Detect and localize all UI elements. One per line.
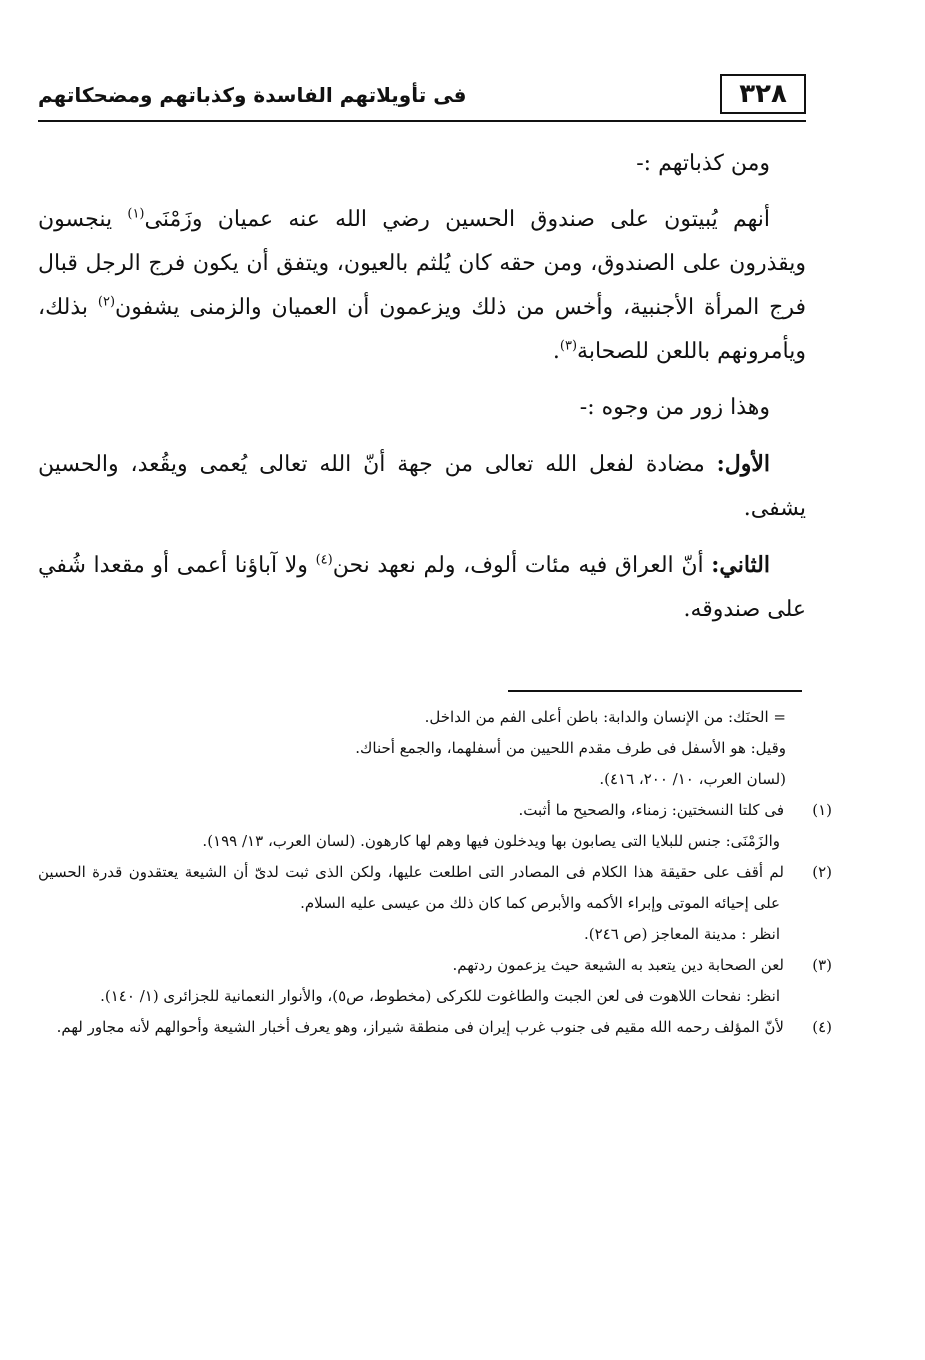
footnote-3 xyxy=(38,950,832,981)
footnote-1-text: فى كلتا النسختين: زمناء، والصحيح ما أثبت. xyxy=(518,801,784,819)
footnote-divider xyxy=(508,690,802,692)
footnote-continuation-line: وقيل: هو الأسفل فى طرف مقدم اللحيين من أسفلهما، والجمع أحناك. xyxy=(355,739,786,757)
paragraph-refutation-intro: وهذا زور من وجوه :- xyxy=(579,395,770,420)
second-point-text-a: أنّ العراق فيه مئات ألوف، ولم نعهد نحن xyxy=(332,553,712,578)
footnote-ref-1[interactable]: (١) xyxy=(127,206,145,222)
footnote-2-reference: انظر : مدينة المعاجز (ص ٢٤٦). xyxy=(583,925,780,943)
footnote-2-text: لم أقف على حقيقة هذا الكلام فى المصادر التى اطلعت عليها، ولكن الذى ثبت لدىّ أن الشيعة يعتقدون قدرة الحسين على إحيائه الموتى وإبراء الأكمه والأبرص كما كان ذلك من عيسى عليه السلام. xyxy=(38,863,784,912)
footnote-2-number: (٢) xyxy=(812,863,832,881)
first-point-label: الأول: xyxy=(716,451,770,477)
second-point-text-b: ولا آباؤنا أعمى أو مقعدا شُفي على صندوقه. xyxy=(38,553,806,622)
footnote-4-number: (٤) xyxy=(812,1018,832,1036)
paragraph-intro: ومن كذباتهم :- xyxy=(636,151,770,176)
claim-text-b: ينجسون ويقذرون على الصندوق، ومن حقه كان يُلثم بالعيون، ويتفق أن يكون فرج الرجل قبال فرج المرأة الأجنبية، وأخس من ذلك ويزعمون أن العميان والزمنى يشفون xyxy=(38,207,806,320)
paragraph-first-point xyxy=(38,442,806,531)
first-point-text: مضادة لفعل الله تعالى من جهة أنّ الله تعالى يُعمى ويقُعد، والحسين يشفى. xyxy=(38,452,806,521)
footnote-4 xyxy=(38,1012,832,1043)
footnote-1-detail: والزَمْنَى: جنس للبلايا التى يصابون بها ويدخلون فيها وهم لها كارهون. (لسان العرب، ١٣/ ١٩٩). xyxy=(202,832,780,850)
footnote-ref-4[interactable]: (٤) xyxy=(315,552,333,568)
claim-text-c: بذلك، ويأمرونهم باللعن للصحابة xyxy=(38,295,806,364)
footnote-ref-2[interactable]: (٢) xyxy=(97,294,116,310)
page-header xyxy=(38,72,806,122)
footnote-3-text: لعن الصحابة دين يتعبد به الشيعة حيث يزعمون ردتهم. xyxy=(452,956,784,974)
paragraph-claim xyxy=(38,198,806,374)
claim-text-a: أنهم يُبيتون على صندوق الحسين رضي الله عنه عميان وزَمْنَى xyxy=(144,207,770,232)
footnote-2 xyxy=(38,857,832,919)
running-title: فى تأويلاتهم الفاسدة وكذباتهم ومضحكاتهم xyxy=(38,83,467,107)
page-number: ٣٢٨ xyxy=(720,74,806,114)
main-text xyxy=(38,142,806,632)
footnotes xyxy=(38,702,832,1043)
footnote-1 xyxy=(38,795,832,826)
second-point-label: الثاني: xyxy=(711,552,770,578)
footnote-1-number: (١) xyxy=(812,801,832,819)
footnote-ref-3[interactable]: (٣) xyxy=(559,338,578,354)
footnote-continuation-line: (لسان العرب، ١٠/ ٢٠٠، ٤١٦). xyxy=(599,770,786,788)
footnote-4-text: لأنّ المؤلف رحمه الله مقيم فى جنوب غرب إيران فى منطقة شيراز، وهو يعرف أخبار الشيعة وأحوالهم لأنه مجاور لهم. xyxy=(56,1018,784,1036)
footnote-3-reference: انظر: نفحات اللاهوت فى لعن الجبت والطاغوت للكركى (مخطوط، ص٥)، والأنوار النعمانية للجزائرى (١/ ١٤٠). xyxy=(100,987,780,1005)
footnote-continuation-line: = الحنَك: من الإنسان والدابة: باطن أعلى الفم من الداخل. xyxy=(424,708,786,726)
footnote-3-number: (٣) xyxy=(812,956,832,974)
claim-text-d: . xyxy=(552,339,560,364)
paragraph-second-point xyxy=(38,543,806,632)
